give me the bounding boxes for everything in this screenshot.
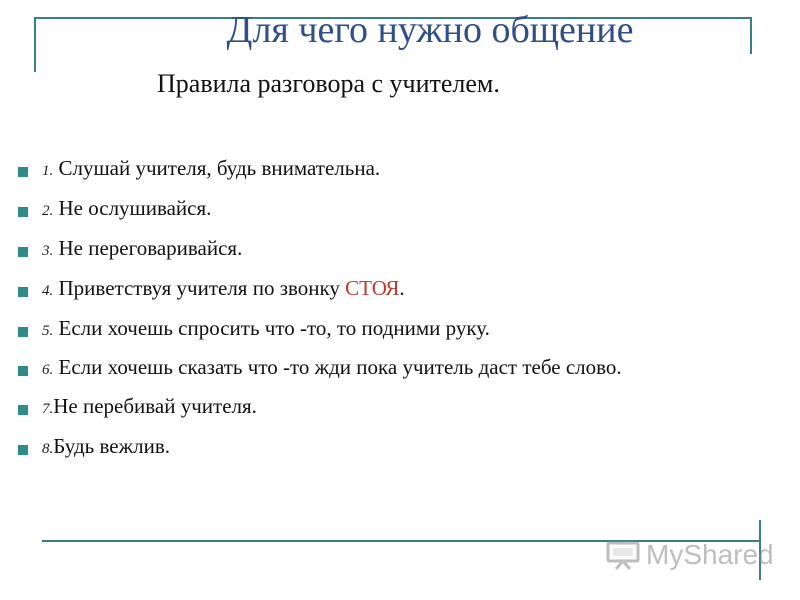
rule-number: 2. xyxy=(42,203,54,219)
rule-number: 8. xyxy=(42,441,54,457)
watermark-text: MyShared xyxy=(646,539,774,570)
square-bullet-icon xyxy=(18,287,28,297)
rule-number: 4. xyxy=(42,283,54,299)
presentation-board-icon xyxy=(606,540,640,570)
rule-text: Слушай учителя, будь внимательна. xyxy=(53,156,381,180)
square-bullet-icon xyxy=(18,247,28,257)
rule-text: Не перебивай учителя. xyxy=(53,394,257,418)
slide-title: Для чего нужно общение xyxy=(226,9,634,51)
rule-text: Не переговаривайся. xyxy=(53,236,243,260)
rule-text: Если хочешь спросить что -то, то подними руку. xyxy=(53,316,490,340)
rule-number: 6. xyxy=(42,362,54,378)
square-bullet-icon xyxy=(18,445,28,455)
square-bullet-icon xyxy=(18,327,28,337)
square-bullet-icon xyxy=(18,207,28,217)
square-bullet-icon xyxy=(18,167,28,177)
rule-text-start: Приветствуя учителя по звонку xyxy=(53,276,346,300)
rule-highlight: СТОЯ xyxy=(345,276,400,300)
rule-number: 3. xyxy=(42,243,54,259)
rule-number: 1. xyxy=(42,163,54,179)
watermark-logo xyxy=(606,538,774,572)
slide-subtitle: Правила разговора с учителем. xyxy=(157,69,500,98)
square-bullet-icon xyxy=(18,366,28,376)
rule-text-end: . xyxy=(399,276,405,300)
rule-number: 7. xyxy=(42,401,54,417)
rule-text: Не ослушивайся. xyxy=(53,196,212,220)
rule-text: Если хочешь сказать что -то жди пока учитель даст тебе слово. xyxy=(53,355,622,379)
rule-number: 5. xyxy=(42,323,54,339)
square-bullet-icon xyxy=(18,405,28,415)
rule-text: Будь вежлив. xyxy=(53,434,170,458)
